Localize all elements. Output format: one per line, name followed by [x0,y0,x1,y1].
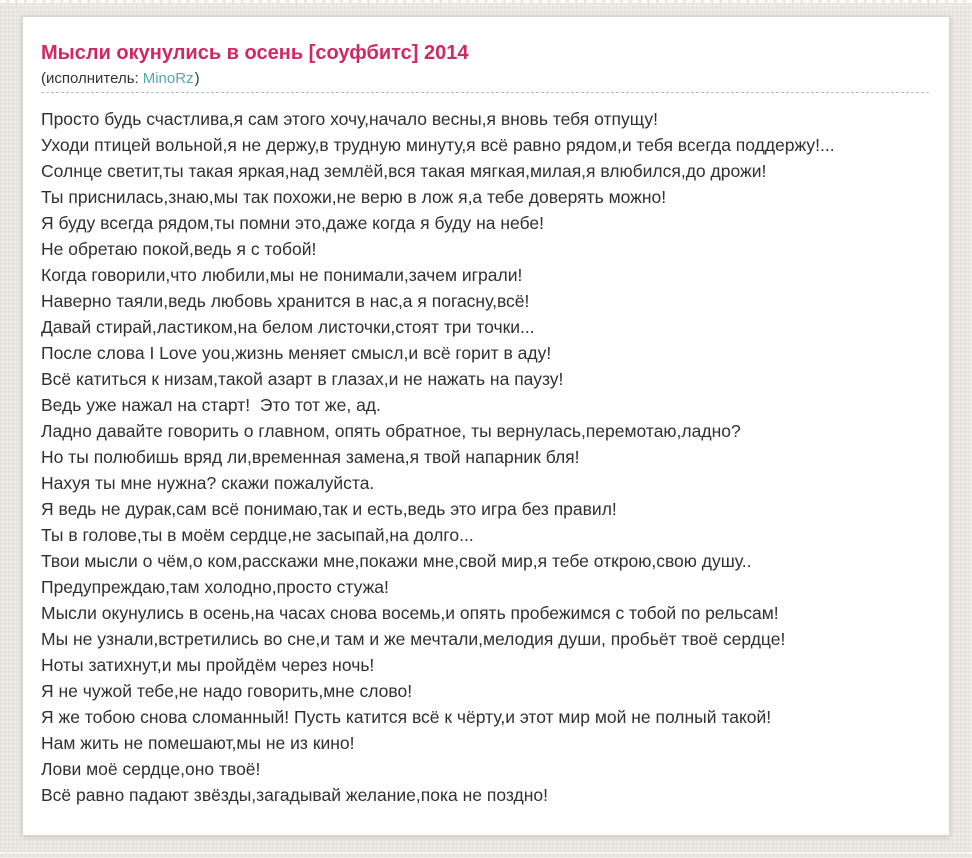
lyrics-block [41,106,929,808]
lyric-line: Уходи птицей вольной,я не держу,в трудную минуту,я всё равно рядом,и тебя всегда поддержу!... [41,135,835,155]
lyric-line: Солнце светит,ты такая яркая,над землёй,вся такая мягкая,милая,я влюбился,до дрожи! [41,161,767,181]
lyric-line: Наверно таяли,ведь любовь хранится в нас,а я погасну,всё! [41,291,530,311]
lyric-line: Мысли окунулись в осень,на часах снова восемь,и опять пробежимся с тобой по рельсам! [41,603,779,623]
page-top-dashed-border [0,0,972,3]
lyric-line: Мы не узнали,встретились во сне,и там и же мечтали,мелодия души, пробьёт твоё сердце! [41,629,786,649]
lyric-line: Твои мысли о чём,о ком,расскажи мне,покажи мне,свой мир,я тебе открою,свою душу.. [41,551,752,571]
lyric-line: Я не чужой тебе,не надо говорить,мне слово! [41,681,413,701]
lyric-line: Но ты полюбишь вряд ли,временная замена,я твой напарник бля! [41,447,580,467]
lyric-line: Когда говорили,что любили,мы не понимали,зачем играли! [41,265,523,285]
lyric-line: Лови моё сердце,оно твоё! [41,759,261,779]
song-title: Мысли окунулись в осень [соуфбитс] 2014 [41,42,469,64]
lyrics-card [22,16,950,836]
artist-label-suffix: ) [194,70,200,87]
lyric-line: Давай стирай,ластиком,на белом листочки,стоят три точки... [41,317,535,337]
lyric-line: Я ведь не дурак,сам всё понимаю,так и есть,ведь это игра без правил! [41,499,617,519]
lyric-line: После слова I Love you,жизнь меняет смысл,и всё горит в аду! [41,343,552,363]
lyric-line: Нахуя ты мне нужна? скажи пожалуйста. [41,473,375,493]
lyric-line: Я буду всегда рядом,ты помни это,даже когда я буду на небе! [41,213,545,233]
lyric-line: Ноты затихнут,и мы пройдём через ночь! [41,655,375,675]
artist-label: (исполнитель: [41,70,139,87]
page-bottom-dotted-border [0,852,972,854]
artist-line [41,70,929,93]
lyric-line: Ты приснилась,знаю,мы так похожи,не верю в лож я,а тебе доверять можно! [41,187,667,207]
lyric-line: Ведь уже нажал на старт! Это тот же, ад. [41,395,381,415]
lyric-line: Не обретаю покой,ведь я с тобой! [41,239,317,259]
lyric-line: Всё равно падают звёзды,загадывай желание,пока не поздно! [41,785,548,805]
lyric-line: Предупреждаю,там холодно,просто стужа! [41,577,389,597]
lyric-line: Всё катиться к низам,такой азарт в глазах,и не нажать на паузу! [41,369,564,389]
lyric-line: Нам жить не помешают,мы не из кино! [41,733,355,753]
lyric-line: Я же тобою снова сломанный! Пусть катится всё к чёрту,и этот мир мой не полный такой! [41,707,772,727]
artist-link[interactable]: MinoRz [142,70,194,87]
lyric-line: Ладно давайте говорить о главном, опять обратное, ты вернулась,перемотаю,ладно? [41,421,741,441]
lyric-line: Ты в голове,ты в моём сердце,не засыпай,на долго... [41,525,474,545]
lyric-line: Просто будь счастлива,я сам этого хочу,начало весны,я вновь тебя отпущу! [41,109,658,129]
